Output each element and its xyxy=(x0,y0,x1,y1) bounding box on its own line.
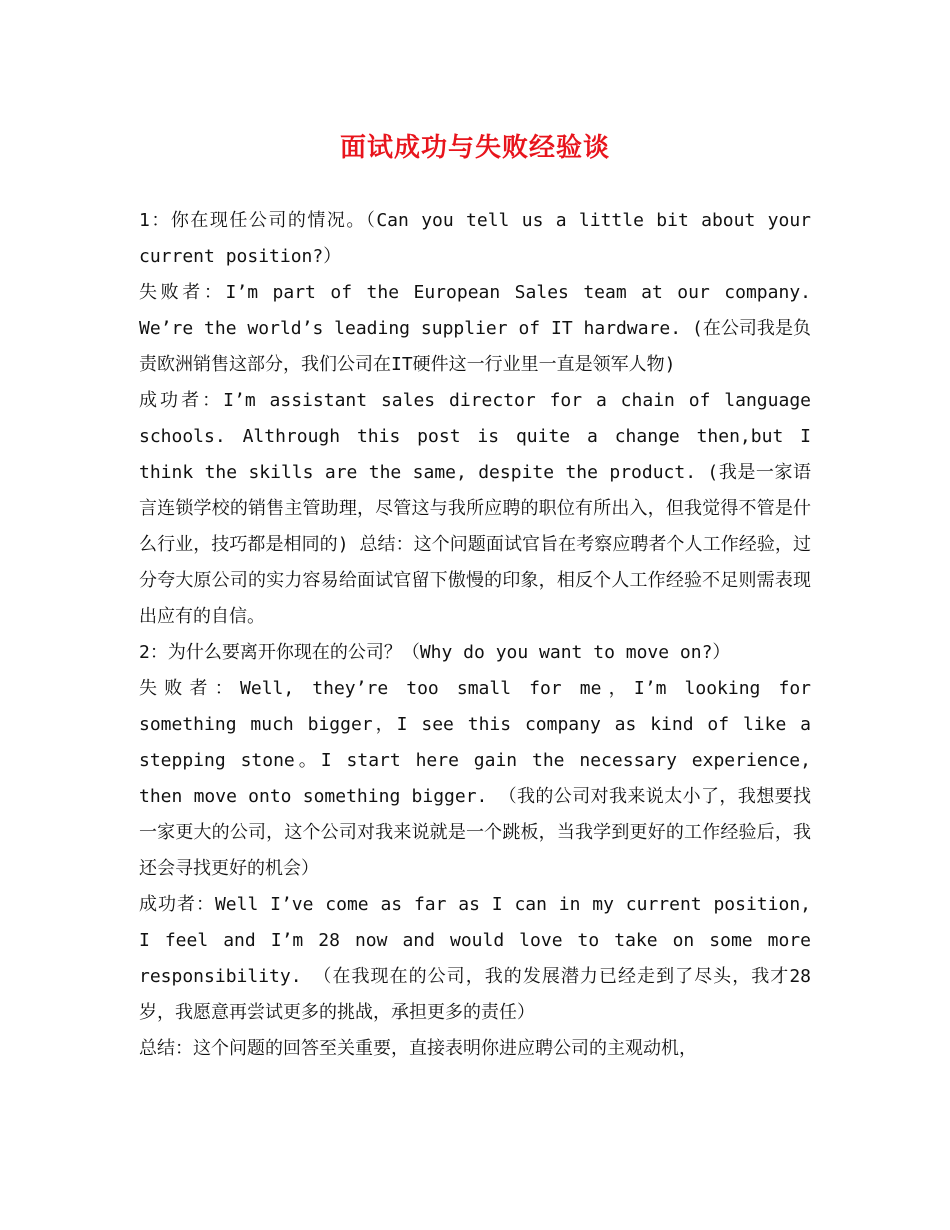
paragraph-question-2: 2：为什么要离开你现在的公司？（Why do you want to move on?） xyxy=(139,642,731,663)
paragraph-summary-2: 总结：这个问题的回答至关重要，直接表明你进应聘公司的主观动机， xyxy=(139,1038,697,1059)
paragraph-failure-answer-1: 失败者：I’m part of the European Sales team at our company. We’re the world’s leading supplier of IT hardware. (在公司我是负责欧洲销售这部分，我们公司在IT硬件这一行业里一直是领军人物) xyxy=(139,282,811,375)
paragraph-question-1: 1：你在现任公司的情况。（Can you tell us a little bit about your current position?） xyxy=(139,210,811,267)
document-body xyxy=(139,203,811,1067)
document-title: 面试成功与失败经验谈 xyxy=(339,133,610,163)
paragraph-success-answer-1: 成功者：I’m assistant sales director for a chain of language schools. Althrough this post is quite a change then,but I think the skills are the same, despite the product. (我是一家语言连锁学校的销售主管助理，尽管这与我所应聘的职位有所出入，但我觉得不管是什么行业，技巧都是相同的) 总结：这个问题面试官旨在考察应聘者个人工作经验，过分夸大原公司的实力容易给面试官留下傲慢的印象，相反个人工作经验不足则需表现出应有的自信。 xyxy=(139,390,811,627)
paragraph-failure-answer-2: 失败者：Well, they’re too small for me，I’m looking for something much bigger，I see this company as kind of like a stepping stone。I start here gain the necessary experience, then move onto something bigger. （我的公司对我来说太小了，我想要找一家更大的公司，这个公司对我来说就是一个跳板，当我学到更好的工作经验后，我还会寻找更好的机会） xyxy=(139,678,811,879)
paragraph-success-answer-2: 成功者：Well I’ve come as far as I can in my current position, I feel and I’m 28 now and would love to take on some more responsibility. （在我现在的公司，我的发展潜力已经走到了尽头，我才28岁，我愿意再尝试更多的挑战，承担更多的责任） xyxy=(139,894,811,1023)
